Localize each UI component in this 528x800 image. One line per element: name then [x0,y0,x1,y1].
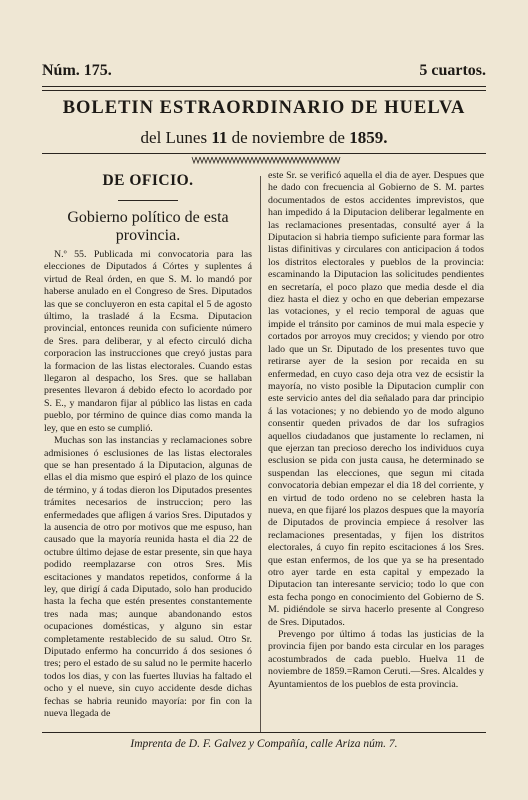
ornament-mark [288,157,292,163]
section-rule [118,200,178,201]
column-divider [260,176,261,732]
article-heading [44,209,252,245]
ornament-mark [312,157,316,163]
ornament-mark [212,157,216,163]
ornament-mark [236,157,240,163]
article-heading-line1: Gobierno político de esta [67,209,229,226]
ornament-mark [320,157,324,163]
ornament-mark [252,157,256,163]
issue-line [42,62,486,80]
right-column [268,170,484,691]
ornament-mark [208,157,212,163]
ornament-mark [284,157,288,163]
ornament-mark [300,157,304,163]
ornament-mark [204,157,208,163]
ornament-mark [280,157,284,163]
ornament-mark [256,157,260,163]
ornament-mark [264,157,268,163]
top-rule-inner [42,90,486,91]
ornament-mark [224,157,228,163]
ornament-mark [332,157,336,163]
ornament-mark [272,157,276,163]
ornament-mark [196,157,200,163]
issue-number: Núm. 175. [42,62,112,79]
ornament-mark [192,157,196,163]
date-prefix: del Lunes [140,128,212,147]
ornament-mark [200,157,204,163]
top-rule [42,86,486,87]
ornament-mark [260,157,264,163]
ornament-mark [308,157,312,163]
paragraph: Muchas son las instancias y reclamaciones sobre admisiones ó esclusiones de las listas electorales que se han presentado á la Diputacion, algunas de ellas el dia mismo que espiró el plazo de los quince de término, y á todas dieron los Diputados presentes trámites necesarios de instruccion; pero las enfermedades que afligen á varios Sres. Diputados y la ausencia de otro por motivos que me espuso, han causado que la mayoría reunida hasta el dia 22 de octubre último dejase de estar presente, sin que haya podido reemplazarse con otros Sres. Mis escitaciones y mandatos repetidos, conforme á la ley, que dirigí á cada Diputado, solo han producido hasta la fecha que estén presentes constantemente tres nada mas; aunque abandonando estos ocupaciones domésticas, y alguno sin estar completamente restablecido de su salud. Otro Sr. Diputado enfermo ha concurrido á dos sesiones ó tres; pero el estado de su salud no le permite hacerlo todos los dias, y con las fuertes lluvias ha faltado el ocho y el nueve, sin cuyo accidente desde dichas fechas se habria reunido mayoría: por fin con la nueva llegada de [44,435,252,720]
ornament-mark [324,157,328,163]
printer-imprint: Imprenta de D. F. Galvez y Compañía, calle Ariza núm. 7. [130,738,398,750]
ornament-mark [328,157,332,163]
ornament-mark [316,157,320,163]
footer-rule [42,732,486,733]
ornament-mark [240,157,244,163]
ornament-border [42,156,486,166]
paragraph: Prevengo por último á todas las justicias de la provincia fijen por bando esta circular en los parages acostumbrados de cada pueblo. Huelva 11 de noviembre de 1859.=Ramon Ceruti.—Sres. Alcaldes y Ayuntamientos de los pueblos de esta provincia. [268,629,484,690]
ornament-mark [268,157,272,163]
date-year: 1859. [349,128,388,147]
ornament-mark [304,157,308,163]
ornament-mark [228,157,232,163]
ornament-mark [216,157,220,163]
date-day: 11 [211,128,228,147]
ornament-mark [220,157,224,163]
ornament-mark [296,157,300,163]
ornament-mark [292,157,296,163]
masthead-title: BOLETIN ESTRAORDINARIO DE HUELVA [62,98,466,118]
left-column [44,168,252,720]
date-middle: de noviembre de [227,128,350,147]
masthead-date [42,128,486,148]
ornament-graphic [42,156,486,164]
ornament-mark [336,157,340,163]
date-rule [42,153,486,154]
issue-price: 5 cuartos. [419,62,486,79]
ornament-mark [276,157,280,163]
ornament-mark [248,157,252,163]
paragraph: este Sr. se verificó aquella el dia de ayer. Despues que he dado con frecuencia al Gobierno de S. M. partes documentados de estos accidentes imprevistos, que han impedido á la Diputacion deliberar legalmente en las reclamaciones presentadas, consulté ayer á la Diputacion si habria tiempo suficiente para formar las listas difinitivas y circulares con anticipacion á todos los distritos electorales y pueblos de la provincia: escaminando la Diputacion las solicitudes pendientes en secretaría, el poco plazo que media desde el dia diez hasta el diez y ocho en que deberian empezarse las votaciones, y el recio temporal de aguas que impide el tránsito por caminos de mui mala especie y cortados por arroyos muy crecidos; y viendo por otro lado que un Sr. Diputado de los presentes tuvo que retirarse ayer de la sesion por recaida en su enfermedad, en cuyo caso deja otra vez de ecsistir la mayoría, no visto posible la Diputacion cumplir con este servicio antes del dia señalado para dar principio á las votaciones; y no debiendo yo de modo alguno consentir queden privados de dar los sufragios aquellos ciudadanos que justamente lo reclamen, ni que ejerzan tan precioso derecho los individuos cuya esclusion se pida con justa causa, he determinado se suspendan las elecciones, que segun mi citada convocatoria debian empezar el dia 18 del corriente, y en virtud de todo ordeno no se celebren hasta la nueva, en que fijaré los plazos despues que la mayoría de Diputados de provincia empiece á resolver las reclamaciones presentadas, y fijen los distritos electorales, á cuyo fin repito escitaciones á los Sres. que estan enfermos, de los que ya se ha presentado otro ayer tarde en esta capital y empezado la Diputacion tan interesante servicio; todo lo que con esta fecha pongo en conocimiento del Gobierno de S. M. pidiéndole se sirva hacerlo presente al Congreso de Sres. Diputados. [268,170,484,628]
article-heading-line2: provincia. [115,227,181,244]
ornament-mark [232,157,236,163]
section-heading: DE OFICIO. [102,172,194,189]
paragraph: N.º 55. Publicada mi convocatoria para las elecciones de Diputados á Córtes y suplentes á virtud de Real órden, en que S. M. lo mandó por haberse anulado en el Congreso de Sres. Diputados las que se concluyeron en esta capital el 5 de agosto último, la trasladé á la Ecsma. Diputacion provincial, entonces reunida con suficiente número de Sres. para deliberar, y al efecto circuló dicha corporacion las instrucciones que creyó justas para la formacion de las listas electorales. Cuando estas llegaron al despacho, los Sres. que se hallaban presentes llevaron á debido efecto lo acordado por S. E., y mandaron fijar al público las listas en cada pueblo, por término de quince dias como manda la ley, que en esto se cumplió. [44,249,252,434]
ornament-mark [244,157,248,163]
